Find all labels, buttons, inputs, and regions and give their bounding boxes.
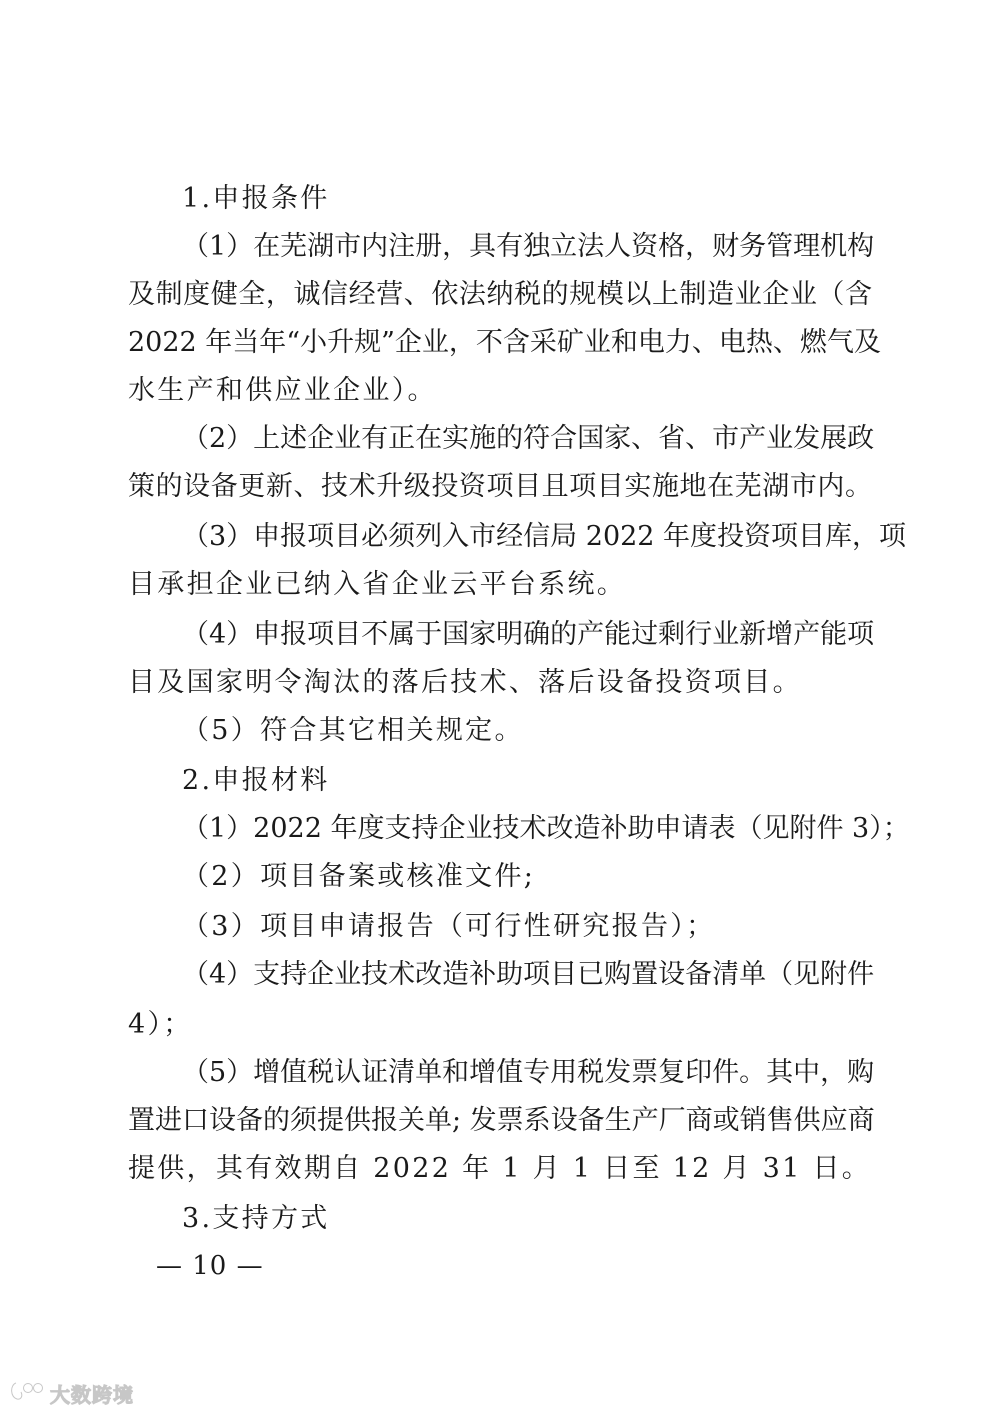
paragraph-line: 4）； <box>128 1009 193 1040</box>
watermark-text: 大数跨境 <box>50 1382 134 1407</box>
paragraph-line: 提供，其有效期自 2022 年 1 月 1 日至 12 月 31 日。 <box>128 1153 872 1184</box>
paragraph-line: （1）2022 年度支持企业技术改造补助申请表（见附件 3）； <box>182 813 910 844</box>
paragraph-line: 目及国家明令淘汰的落后技术、落后设备投资项目。 <box>128 667 802 698</box>
paragraph-line: （1）在芜湖市内注册，具有独立法人资格，财务管理机构 <box>182 231 875 262</box>
paragraph-line: 目承担企业已纳入省企业云平台系统。 <box>128 569 627 600</box>
paragraph-line: 置进口设备的须提供报关单; 发票系设备生产厂商或销售供应商 <box>128 1105 875 1136</box>
paragraph-line: （2）上述企业有正在实施的符合国家、省、市产业发展政 <box>182 423 875 454</box>
section-heading-application-materials: 2.申报材料 <box>182 765 330 796</box>
paragraph-line: 策的设备更新、技术升级投资项目且项目实施地在芜湖市内。 <box>128 471 872 502</box>
paragraph-line: （5）符合其它相关规定。 <box>182 715 524 746</box>
section-heading-support-method: 3.支持方式 <box>182 1203 330 1234</box>
paragraph-line: （3）项目申请报告（可行性研究报告）； <box>182 911 716 942</box>
paragraph-line: （4）申报项目不属于国家明确的产能过剩行业新增产能项 <box>182 619 875 650</box>
paragraph-line: （3）申报项目必须列入市经信局 2022 年度投资项目库，项 <box>182 521 907 552</box>
paragraph-line: （4）支持企业技术改造补助项目已购置设备清单（见附件 <box>182 959 875 990</box>
section-heading-application-conditions: 1.申报条件 <box>182 183 330 214</box>
paragraph-line: 2022 年当年“小升规”企业，不含采矿业和电力、电热、燃气及 <box>128 327 881 358</box>
page-number: — 10 — <box>156 1251 264 1281</box>
logo-icon <box>8 1379 44 1407</box>
paragraph-line: 及制度健全，诚信经营、依法纳税的规模以上制造业企业（含 <box>128 279 872 310</box>
paragraph-line: 水生产和供应业企业）。 <box>128 375 437 406</box>
paragraph-line: （2）项目备案或核准文件; <box>182 861 536 892</box>
paragraph-line: （5）增值税认证清单和增值专用税发票复印件。其中，购 <box>182 1057 875 1088</box>
watermark <box>8 1378 134 1408</box>
